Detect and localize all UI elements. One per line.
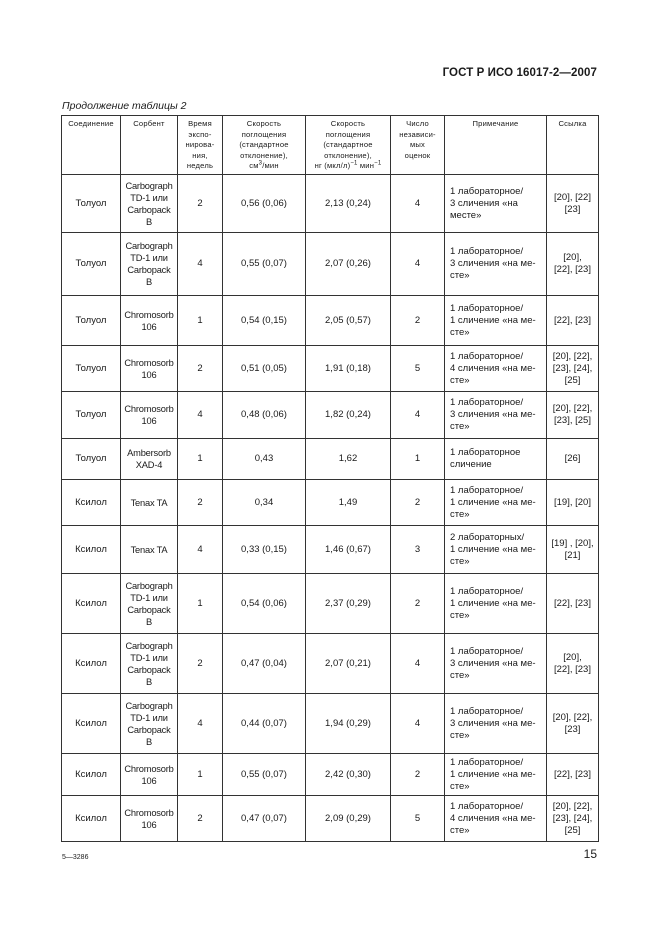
text-line: недель xyxy=(186,161,214,170)
unit-label: нг $(мкл/л)^{-1}$ мин$^{-1}$ xyxy=(314,160,382,170)
text-line: сте» xyxy=(450,780,470,792)
reference-cell xyxy=(547,754,599,796)
text-line: 1 лабораторное xyxy=(450,447,521,458)
compound-cell: Ксилол xyxy=(62,754,121,796)
uptake-rate-ng-cell: 2,07 (0,21) xyxy=(306,634,391,694)
text-line: 106 xyxy=(141,819,157,830)
text-line: Примечание xyxy=(472,119,519,128)
col-note-header xyxy=(445,116,547,175)
uptake-rate-cm-cell: 0,47 (0,04) xyxy=(223,634,306,694)
estimates-count-cell: 4 xyxy=(391,694,445,754)
text-line: Carbograph xyxy=(125,241,173,251)
text-line: [23], [25] xyxy=(554,415,591,426)
text-line: Carbopack xyxy=(127,724,171,735)
text-line: 1 сличение «на ме- xyxy=(450,496,536,508)
text-line: Скорость xyxy=(246,119,282,128)
text-line: 3 сличения «на xyxy=(450,197,518,209)
reference-cell xyxy=(547,574,599,634)
col-exposure-weeks-header xyxy=(178,116,223,175)
text-line: 106 xyxy=(141,416,157,426)
document-header: ГОСТ Р ИСО 16017-2—2007 xyxy=(442,67,597,79)
text-line: B xyxy=(145,616,152,627)
uptake-rate-cm-cell: 0,55 (0,07) xyxy=(223,233,306,296)
reference-cell xyxy=(547,634,599,694)
exposure-weeks-cell: 4 xyxy=(178,526,223,574)
print-code: 5—3286 xyxy=(62,854,89,861)
estimates-count-cell: 5 xyxy=(391,796,445,842)
table-row xyxy=(62,694,599,754)
uptake-rate-cm-cell: 0,55 (0,07) xyxy=(223,754,306,796)
text-line: сте» xyxy=(450,609,470,621)
text-line: Carbopack xyxy=(127,664,171,675)
estimates-count-cell: 4 xyxy=(391,392,445,439)
table-row xyxy=(62,392,599,439)
uptake-rate-ng-cell: 2,42 (0,30) xyxy=(306,754,391,796)
sorbent-cell xyxy=(121,796,178,842)
table-row xyxy=(62,346,599,392)
estimates-count-cell: 2 xyxy=(391,480,445,526)
note-cell xyxy=(445,574,547,634)
exposure-weeks-cell: 4 xyxy=(178,392,223,439)
uptake-rate-ng-cell: 1,46 (0,67) xyxy=(306,526,391,574)
uptake-rate-ng-cell: 2,13 (0,24) xyxy=(306,175,391,233)
note-cell xyxy=(445,754,547,796)
text-line: [22], [23] xyxy=(554,597,591,609)
text-line: [23] xyxy=(564,203,581,215)
table-row xyxy=(62,233,599,296)
text-line: [26] xyxy=(564,453,581,464)
estimates-count-cell: 4 xyxy=(391,634,445,694)
uptake-rate-ng-cell: 2,05 (0,57) xyxy=(306,296,391,346)
text-line: экспо- xyxy=(188,129,212,139)
text-line: 1 сличение «на ме- xyxy=(450,597,536,609)
text-line: 1 сличение «на ме- xyxy=(450,314,536,326)
table-header-row xyxy=(62,116,599,175)
text-line: сте» xyxy=(450,824,470,836)
text-line: 3 сличения «на ме- xyxy=(450,258,536,269)
reference-cell xyxy=(547,526,599,574)
text-line: Соединение xyxy=(68,119,114,128)
reference-cell xyxy=(547,694,599,754)
estimates-count-cell: 2 xyxy=(391,296,445,346)
text-line: [22], [23] xyxy=(554,663,591,675)
text-line: [22], [23] xyxy=(554,264,591,275)
text-line: поглощения xyxy=(241,129,287,139)
text-line: [23], [24], xyxy=(552,812,593,824)
text-line: 106 xyxy=(141,321,157,332)
text-line: TD-1 или xyxy=(130,712,168,723)
text-line: [22], [23] xyxy=(554,314,591,326)
text-line: сличение xyxy=(450,459,492,470)
text-line: 106 xyxy=(141,369,157,380)
reference-cell xyxy=(547,346,599,392)
note-cell xyxy=(445,694,547,754)
text-line: [19], [20] xyxy=(554,496,591,508)
exposure-weeks-cell: 4 xyxy=(178,694,223,754)
compound-cell: Ксилол xyxy=(62,694,121,754)
text-line: Ambersorb xyxy=(127,448,171,458)
text-line: [23], [24], xyxy=(552,362,593,374)
note-cell xyxy=(445,439,547,480)
note-cell xyxy=(445,392,547,439)
compound-cell: Толуол xyxy=(62,296,121,346)
exposure-weeks-cell: 2 xyxy=(178,796,223,842)
uptake-rate-ng-cell: 1,91 (0,18) xyxy=(306,346,391,392)
text-line: Carbograph xyxy=(125,580,173,591)
col-estimates-count-header xyxy=(391,116,445,175)
text-line: Chromosorb xyxy=(124,807,174,818)
estimates-count-cell: 2 xyxy=(391,754,445,796)
col-reference-header xyxy=(547,116,599,175)
text-line: отклонение), xyxy=(324,150,372,160)
text-line: Сорбент xyxy=(133,119,165,128)
exposure-weeks-cell: 2 xyxy=(178,175,223,233)
note-cell xyxy=(445,233,547,296)
table-row xyxy=(62,439,599,480)
text-line: TD-1 или xyxy=(130,592,168,603)
text-line: Время xyxy=(188,119,212,128)
text-line: месте» xyxy=(450,209,482,221)
uptake-rate-ng-cell: 1,49 xyxy=(306,480,391,526)
text-line: 1 лабораторное/ xyxy=(450,800,524,812)
text-line: 1 лабораторное/ xyxy=(450,585,524,597)
note-cell xyxy=(445,175,547,233)
text-line: 1 лабораторное/ xyxy=(450,302,524,314)
text-line: Carbograph xyxy=(125,700,173,711)
text-line: сте» xyxy=(450,270,470,281)
text-line: 3 сличения «на ме- xyxy=(450,717,536,729)
sorbent-cell xyxy=(121,480,178,526)
exposure-weeks-cell: 1 xyxy=(178,439,223,480)
text-line: Ссылка xyxy=(558,119,587,128)
col-compound-header xyxy=(62,116,121,175)
text-line: TD-1 или xyxy=(130,192,168,203)
uptake-rate-ng-cell: 1,82 (0,24) xyxy=(306,392,391,439)
text-line: XAD-4 xyxy=(135,460,163,470)
sorbent-cell xyxy=(121,346,178,392)
table-row xyxy=(62,526,599,574)
text-line: сте» xyxy=(450,374,470,386)
table-row xyxy=(62,480,599,526)
compound-cell: Толуол xyxy=(62,233,121,296)
compound-cell: Ксилол xyxy=(62,526,121,574)
text-line: (стандартное xyxy=(323,140,373,149)
text-line: оценок xyxy=(404,150,431,160)
text-line: Carbopack xyxy=(127,604,171,615)
text-line: ния, xyxy=(192,150,208,160)
text-line: сте» xyxy=(450,729,470,741)
compound-cell: Толуол xyxy=(62,392,121,439)
text-line: 4 сличения «на ме- xyxy=(450,362,536,374)
text-line: [20], [22], xyxy=(552,800,593,812)
text-line: 3 сличения «на ме- xyxy=(450,657,536,669)
uptake-rate-cm-cell: 0,51 (0,05) xyxy=(223,346,306,392)
reference-cell xyxy=(547,233,599,296)
sorbent-cell xyxy=(121,754,178,796)
table-row xyxy=(62,634,599,694)
text-line: [19] , [20], xyxy=(551,537,594,549)
estimates-count-cell: 1 xyxy=(391,439,445,480)
exposure-weeks-cell: 1 xyxy=(178,296,223,346)
sorbent-cell xyxy=(121,392,178,439)
text-line: [25] xyxy=(564,824,581,836)
compound-cell: Ксилол xyxy=(62,634,121,694)
uptake-rate-ng-cell: 2,37 (0,29) xyxy=(306,574,391,634)
table-row xyxy=(62,754,599,796)
reference-cell xyxy=(547,296,599,346)
compound-cell: Ксилол xyxy=(62,480,121,526)
reference-cell xyxy=(547,796,599,842)
sorbent-cell xyxy=(121,175,178,233)
exposure-weeks-cell: 2 xyxy=(178,480,223,526)
text-line: Carbograph xyxy=(125,640,173,651)
text-line: [20], [22], xyxy=(552,350,593,362)
text-line: [20], [22], xyxy=(552,711,593,723)
reference-cell xyxy=(547,392,599,439)
uptake-rate-cm-cell: 0,33 (0,15) xyxy=(223,526,306,574)
estimates-count-cell: 5 xyxy=(391,346,445,392)
col-sorbent-header xyxy=(121,116,178,175)
estimates-count-cell: 2 xyxy=(391,574,445,634)
exposure-weeks-cell: 1 xyxy=(178,754,223,796)
table-row xyxy=(62,574,599,634)
text-line: сте» xyxy=(450,326,470,338)
text-line: 1 лабораторное/ xyxy=(450,350,524,362)
sorbent-cell xyxy=(121,439,178,480)
text-line: 106 xyxy=(141,775,157,786)
text-line: Число xyxy=(406,119,429,128)
text-line: Chromosorb xyxy=(124,309,174,320)
text-line: [20], [22] xyxy=(554,191,591,203)
col-uptake-rate-cm-header xyxy=(223,116,306,175)
text-line: нирова- xyxy=(185,140,215,149)
uptake-rate-ng-cell: 2,09 (0,29) xyxy=(306,796,391,842)
uptake-rate-cm-cell: 0,48 (0,06) xyxy=(223,392,306,439)
text-line: 1 лабораторное/ xyxy=(450,397,524,408)
table-row xyxy=(62,296,599,346)
text-line: Carbopack xyxy=(127,204,171,215)
text-line: Tenax TA xyxy=(130,497,168,508)
exposure-weeks-cell: 4 xyxy=(178,233,223,296)
text-line: B xyxy=(145,277,152,287)
text-line: Chromosorb xyxy=(124,357,174,368)
text-line: 2 лабораторных/ xyxy=(450,531,525,543)
uptake-rate-cm-cell: 0,54 (0,06) xyxy=(223,574,306,634)
table-caption: Продолжение таблицы 2 xyxy=(62,100,187,112)
table-row xyxy=(62,796,599,842)
exposure-weeks-cell: 2 xyxy=(178,634,223,694)
text-line: B xyxy=(145,736,152,747)
text-line: независи- xyxy=(399,129,436,139)
text-line: [20], [22], xyxy=(552,403,593,414)
text-line: 1 сличение «на ме- xyxy=(450,543,536,555)
text-line: Carbopack xyxy=(127,265,171,275)
text-line: [20], xyxy=(563,651,582,663)
text-line: поглощения xyxy=(325,129,371,139)
text-line: [20], xyxy=(563,252,582,263)
text-line: 1 лабораторное/ xyxy=(450,484,524,496)
data-table xyxy=(61,115,599,842)
text-line: [21] xyxy=(564,549,581,561)
compound-cell: Ксилол xyxy=(62,796,121,842)
text-line: TD-1 или xyxy=(130,253,168,263)
note-cell xyxy=(445,526,547,574)
uptake-rate-cm-cell: 0,43 xyxy=(223,439,306,480)
uptake-rate-cm-cell: 0,56 (0,06) xyxy=(223,175,306,233)
compound-cell: Толуол xyxy=(62,439,121,480)
text-line: сте» xyxy=(450,555,470,567)
exposure-weeks-cell: 1 xyxy=(178,574,223,634)
uptake-rate-ng-cell: 1,62 xyxy=(306,439,391,480)
text-line: отклонение), xyxy=(240,150,288,160)
estimates-count-cell: 3 xyxy=(391,526,445,574)
uptake-rate-cm-cell: 0,54 (0,15) xyxy=(223,296,306,346)
text-line: Carbograph xyxy=(125,180,173,191)
estimates-count-cell: 4 xyxy=(391,233,445,296)
exposure-weeks-cell: 2 xyxy=(178,346,223,392)
col-uptake-rate-ng-header xyxy=(306,116,391,175)
uptake-rate-ng-cell: 2,07 (0,26) xyxy=(306,233,391,296)
text-line: Tenax TA xyxy=(130,544,168,555)
uptake-rate-cm-cell: 0,34 xyxy=(223,480,306,526)
text-line: B xyxy=(145,216,152,227)
estimates-count-cell: 4 xyxy=(391,175,445,233)
uptake-rate-cm-cell: 0,44 (0,07) xyxy=(223,694,306,754)
text-line: сте» xyxy=(450,421,470,432)
sorbent-cell xyxy=(121,526,178,574)
sorbent-cell xyxy=(121,694,178,754)
text-line: (стандартное xyxy=(239,140,289,149)
uptake-rate-cm-cell: 0,47 (0,07) xyxy=(223,796,306,842)
reference-cell xyxy=(547,439,599,480)
text-line: 1 лабораторное/ xyxy=(450,185,524,197)
sorbent-cell xyxy=(121,233,178,296)
text-line: [25] xyxy=(564,374,581,386)
text-line: [22], [23] xyxy=(554,768,591,780)
table-row xyxy=(62,175,599,233)
note-cell xyxy=(445,346,547,392)
sorbent-cell xyxy=(121,574,178,634)
unit-label: $см^3$/мин xyxy=(249,160,279,170)
text-line: сте» xyxy=(450,669,470,681)
text-line: 3 сличения «на ме- xyxy=(450,409,536,420)
text-line: 1 лабораторное/ xyxy=(450,246,524,257)
compound-cell: Ксилол xyxy=(62,574,121,634)
sorbent-cell xyxy=(121,634,178,694)
text-line: 1 лабораторное/ xyxy=(450,705,524,717)
note-cell xyxy=(445,296,547,346)
text-line: 1 сличение «на ме- xyxy=(450,768,536,780)
text-line: сте» xyxy=(450,508,470,520)
note-cell xyxy=(445,634,547,694)
text-line: B xyxy=(145,676,152,687)
text-line: [23] xyxy=(564,723,581,735)
reference-cell xyxy=(547,175,599,233)
uptake-rate-ng-cell: 1,94 (0,29) xyxy=(306,694,391,754)
compound-cell: Толуол xyxy=(62,346,121,392)
note-cell xyxy=(445,480,547,526)
text-line: мых xyxy=(409,140,426,149)
reference-cell xyxy=(547,480,599,526)
sorbent-cell xyxy=(121,296,178,346)
text-line: TD-1 или xyxy=(130,652,168,663)
page-number: 15 xyxy=(583,847,597,861)
text-line: 1 лабораторное/ xyxy=(450,645,524,657)
text-line: Chromosorb xyxy=(124,763,174,774)
text-line: 1 лабораторное/ xyxy=(450,756,524,768)
compound-cell: Толуол xyxy=(62,175,121,233)
text-line: Скорость xyxy=(330,119,366,128)
text-line: 4 сличения «на ме- xyxy=(450,812,536,824)
text-line: Chromosorb xyxy=(124,404,174,414)
note-cell xyxy=(445,796,547,842)
